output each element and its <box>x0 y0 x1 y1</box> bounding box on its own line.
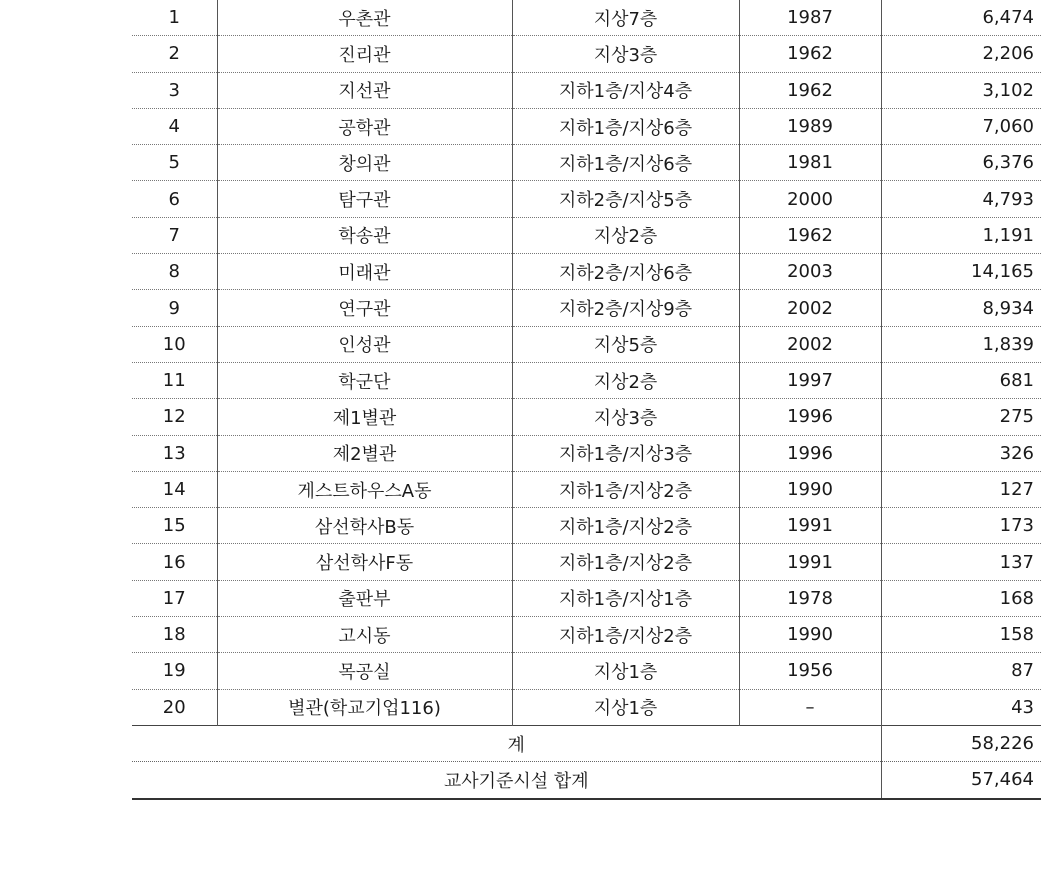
floors-cell: 지상1층 <box>512 689 739 725</box>
area-cell: 8,934 <box>881 290 1041 326</box>
table-row <box>132 217 1041 253</box>
floors-cell: 지하1층/지상2층 <box>512 508 739 544</box>
floors-cell: 지상5층 <box>512 326 739 362</box>
floors-cell: 지하1층/지상1층 <box>512 580 739 616</box>
floors-cell: 지상3층 <box>512 36 739 72</box>
floors-cell: 지하1층/지상3층 <box>512 435 739 471</box>
building-name-cell: 목공실 <box>217 653 512 689</box>
year-cell: 1978 <box>739 580 881 616</box>
year-cell: 2003 <box>739 254 881 290</box>
area-cell: 2,206 <box>881 36 1041 72</box>
row-number-cell: 11 <box>132 362 217 398</box>
floors-cell: 지하1층/지상6층 <box>512 108 739 144</box>
table-row <box>132 181 1041 217</box>
building-name-cell: 고시동 <box>217 617 512 653</box>
area-cell: 87 <box>881 653 1041 689</box>
floors-cell: 지하1층/지상2층 <box>512 617 739 653</box>
building-name-cell: 학송관 <box>217 217 512 253</box>
floors-cell: 지상3층 <box>512 399 739 435</box>
table-row <box>132 36 1041 72</box>
year-cell: 1987 <box>739 0 881 36</box>
area-cell: 43 <box>881 689 1041 725</box>
row-number-cell: 4 <box>132 108 217 144</box>
year-cell: 2002 <box>739 326 881 362</box>
row-number-cell: 10 <box>132 326 217 362</box>
table-row <box>132 326 1041 362</box>
area-cell: 6,376 <box>881 145 1041 181</box>
table-row <box>132 508 1041 544</box>
table-row <box>132 471 1041 507</box>
year-cell: 1989 <box>739 108 881 144</box>
area-cell: 681 <box>881 362 1041 398</box>
building-name-cell: 삼선학사F동 <box>217 544 512 580</box>
row-number-cell: 5 <box>132 145 217 181</box>
building-facility-table <box>132 0 1041 800</box>
row-number-cell: 14 <box>132 471 217 507</box>
year-cell: 1962 <box>739 36 881 72</box>
building-name-cell: 제1별관 <box>217 399 512 435</box>
area-cell: 173 <box>881 508 1041 544</box>
area-cell: 1,839 <box>881 326 1041 362</box>
row-number-cell: 7 <box>132 217 217 253</box>
building-name-cell: 미래관 <box>217 254 512 290</box>
table-row <box>132 399 1041 435</box>
year-cell: 1991 <box>739 544 881 580</box>
year-cell: 1991 <box>739 508 881 544</box>
row-number-cell: 12 <box>132 399 217 435</box>
year-cell: 1956 <box>739 653 881 689</box>
building-name-cell: 출판부 <box>217 580 512 616</box>
area-cell: 7,060 <box>881 108 1041 144</box>
grand-total-value: 57,464 <box>881 762 1041 799</box>
table-body <box>132 0 1041 799</box>
building-name-cell: 진리관 <box>217 36 512 72</box>
building-name-cell: 우촌관 <box>217 0 512 36</box>
table-row <box>132 617 1041 653</box>
total-value: 58,226 <box>881 725 1041 761</box>
table-row <box>132 580 1041 616</box>
building-name-cell: 창의관 <box>217 145 512 181</box>
area-cell: 326 <box>881 435 1041 471</box>
area-cell: 158 <box>881 617 1041 653</box>
year-cell: 1962 <box>739 217 881 253</box>
area-cell: 137 <box>881 544 1041 580</box>
table-row <box>132 435 1041 471</box>
row-number-cell: 19 <box>132 653 217 689</box>
year-cell: 1996 <box>739 399 881 435</box>
building-name-cell: 학군단 <box>217 362 512 398</box>
table-row <box>132 108 1041 144</box>
table-row <box>132 689 1041 725</box>
floors-cell: 지상1층 <box>512 653 739 689</box>
building-name-cell: 탐구관 <box>217 181 512 217</box>
building-name-cell: 연구관 <box>217 290 512 326</box>
floors-cell: 지하1층/지상6층 <box>512 145 739 181</box>
year-cell: 2000 <box>739 181 881 217</box>
building-name-cell: 게스트하우스A동 <box>217 471 512 507</box>
floors-cell: 지하2층/지상5층 <box>512 181 739 217</box>
area-cell: 275 <box>881 399 1041 435</box>
row-number-cell: 20 <box>132 689 217 725</box>
row-number-cell: 13 <box>132 435 217 471</box>
year-cell: 1962 <box>739 72 881 108</box>
row-number-cell: 8 <box>132 254 217 290</box>
floors-cell: 지상7층 <box>512 0 739 36</box>
table-row <box>132 145 1041 181</box>
grand-total-label: 교사기준시설 합계 <box>132 762 881 799</box>
row-number-cell: 9 <box>132 290 217 326</box>
building-name-cell: 인성관 <box>217 326 512 362</box>
building-name-cell: 공학관 <box>217 108 512 144</box>
building-name-cell: 제2별관 <box>217 435 512 471</box>
floors-cell: 지하2층/지상9층 <box>512 290 739 326</box>
row-number-cell: 16 <box>132 544 217 580</box>
total-row <box>132 725 1041 761</box>
area-cell: 127 <box>881 471 1041 507</box>
year-cell: 1997 <box>739 362 881 398</box>
row-number-cell: 15 <box>132 508 217 544</box>
year-cell: 1990 <box>739 617 881 653</box>
area-cell: 168 <box>881 580 1041 616</box>
row-number-cell: 1 <box>132 0 217 36</box>
building-name-cell: 지선관 <box>217 72 512 108</box>
table-row <box>132 362 1041 398</box>
grand-total-row <box>132 762 1041 799</box>
table-row <box>132 653 1041 689</box>
year-cell: 1990 <box>739 471 881 507</box>
table-row <box>132 544 1041 580</box>
floors-cell: 지상2층 <box>512 362 739 398</box>
building-name-cell: 별관(학교기업116) <box>217 689 512 725</box>
total-label: 계 <box>132 725 881 761</box>
area-cell: 4,793 <box>881 181 1041 217</box>
table-row <box>132 0 1041 36</box>
row-number-cell: 2 <box>132 36 217 72</box>
floors-cell: 지하2층/지상6층 <box>512 254 739 290</box>
area-cell: 6,474 <box>881 0 1041 36</box>
floors-cell: 지하1층/지상2층 <box>512 544 739 580</box>
table-row <box>132 72 1041 108</box>
area-cell: 14,165 <box>881 254 1041 290</box>
floors-cell: 지상2층 <box>512 217 739 253</box>
floors-cell: 지하1층/지상4층 <box>512 72 739 108</box>
building-name-cell: 삼선학사B동 <box>217 508 512 544</box>
table-row <box>132 290 1041 326</box>
row-number-cell: 3 <box>132 72 217 108</box>
year-cell: 1996 <box>739 435 881 471</box>
row-number-cell: 18 <box>132 617 217 653</box>
row-number-cell: 17 <box>132 580 217 616</box>
floors-cell: 지하1층/지상2층 <box>512 471 739 507</box>
area-cell: 1,191 <box>881 217 1041 253</box>
table-row <box>132 254 1041 290</box>
year-cell: – <box>739 689 881 725</box>
year-cell: 1981 <box>739 145 881 181</box>
area-cell: 3,102 <box>881 72 1041 108</box>
year-cell: 2002 <box>739 290 881 326</box>
row-number-cell: 6 <box>132 181 217 217</box>
